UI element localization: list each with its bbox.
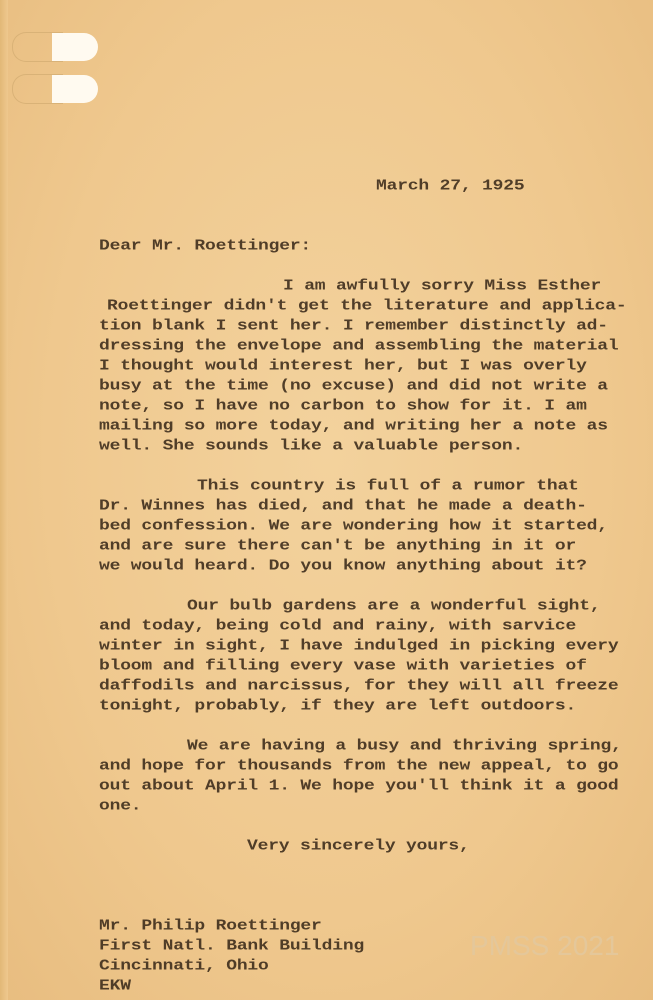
closing: Very sincerely yours, <box>247 838 470 855</box>
address-line: Cincinnati, Ohio <box>99 958 269 975</box>
text-line: and today, being cold and rainy, with sarvice <box>99 618 577 635</box>
paper-edge <box>0 0 8 1000</box>
text-line: bed confession. We are wondering how it started, <box>99 518 608 535</box>
text-line: We are having a busy and thriving spring, <box>187 738 622 755</box>
text-line: I am awfully sorry Miss Esther <box>283 278 602 295</box>
text-line: bloom and filling every vase with varieties of <box>99 658 587 675</box>
text-line: This country is full of a rumor that <box>197 478 579 495</box>
text-line: we would heard. Do you know anything about it? <box>99 558 587 575</box>
text-line: note, so I have no carbon to show for it. I am <box>99 398 587 415</box>
text-line: tion blank I sent her. I remember distinctly ad- <box>99 318 608 335</box>
text-line: Dr. Winnes has died, and that he made a death- <box>99 498 587 515</box>
letter-date: March 27, 1925 <box>376 178 525 195</box>
text-line: out about April 1. We hope you'll think it a good <box>99 778 619 795</box>
address-line: Mr. Philip Roettinger <box>99 918 322 935</box>
text-line: tonight, probably, if they are left outdoors. <box>99 698 577 715</box>
text-line: and are sure there can't be anything in it or <box>99 538 577 555</box>
text-line: well. She sounds like a valuable person. <box>99 438 524 455</box>
punch-hole <box>52 75 98 103</box>
text-line: Roettinger didn't get the literature and applica- <box>107 298 627 315</box>
text-line: and hope for thousands from the new appeal, to go <box>99 758 619 775</box>
punch-hole <box>52 33 98 61</box>
text-line: busy at the time (no excuse) and did not write a <box>99 378 608 395</box>
text-line: dressing the envelope and assembling the material <box>99 338 619 355</box>
initials: EKW <box>99 978 131 995</box>
text-line: I thought would interest her, but I was overly <box>99 358 587 375</box>
address-line: First Natl. Bank Building <box>99 938 365 955</box>
watermark: PMSS 2021 <box>470 930 620 961</box>
text-line: daffodils and narcissus, for they will all freeze <box>99 678 619 695</box>
text-line: mailing so more today, and writing her a note as <box>99 418 608 435</box>
text-line: one. <box>99 798 142 815</box>
text-line: winter in sight, I have indulged in picking every <box>99 638 619 655</box>
text-line: Our bulb gardens are a wonderful sight, <box>187 598 601 615</box>
salutation: Dear Mr. Roettinger: <box>99 238 312 255</box>
